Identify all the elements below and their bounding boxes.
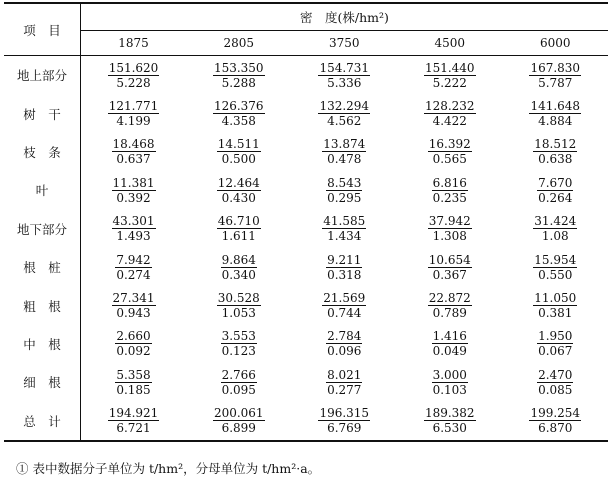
fraction-value	[213, 406, 265, 435]
row-label: 根 桩	[4, 248, 81, 286]
table-cell	[397, 94, 503, 132]
denominator: 5.228	[116, 75, 151, 90]
biomass-table	[4, 2, 608, 442]
denominator: 0.500	[221, 152, 256, 167]
numerator: 2.470	[538, 367, 573, 382]
denominator: 0.478	[327, 152, 362, 167]
denominator: 0.096	[327, 344, 362, 359]
row-label: 地上部分	[4, 56, 81, 95]
table-row	[4, 56, 608, 95]
fraction-value	[213, 61, 265, 90]
denominator: 4.199	[116, 114, 151, 129]
fraction-value	[326, 329, 362, 358]
table-cell	[397, 248, 503, 286]
numerator: 22.872	[428, 291, 471, 306]
denominator: 0.235	[432, 190, 467, 205]
numerator: 153.350	[213, 60, 264, 75]
denominator: 0.789	[432, 306, 467, 321]
numerator: 151.620	[108, 60, 159, 75]
table-cell	[186, 286, 292, 324]
header-row-columns	[4, 31, 608, 56]
fraction-value	[108, 99, 160, 128]
fraction-value	[115, 253, 151, 282]
fraction-value	[533, 214, 577, 243]
numerator: 2.784	[327, 329, 362, 344]
table-cell	[503, 210, 609, 248]
table-row	[4, 210, 608, 248]
denominator: 0.565	[432, 152, 467, 167]
fraction-value	[112, 214, 156, 243]
denominator: 5.222	[432, 75, 467, 90]
fraction-value	[108, 61, 160, 90]
denominator: 5.288	[221, 75, 256, 90]
denominator: 4.358	[221, 114, 256, 129]
denominator: 6.721	[116, 421, 151, 436]
column-header: 6000	[503, 31, 609, 56]
denominator: 0.744	[327, 306, 362, 321]
numerator: 7.670	[538, 175, 573, 190]
denominator: 0.295	[327, 190, 362, 205]
denominator: 0.067	[538, 344, 573, 359]
numerator: 8.021	[327, 367, 362, 382]
numerator: 27.341	[112, 291, 155, 306]
table-cell	[503, 94, 609, 132]
numerator: 37.942	[428, 214, 471, 229]
fraction-value	[322, 137, 366, 166]
numerator: 1.950	[538, 329, 573, 344]
table-cell	[503, 171, 609, 209]
table-cell	[81, 248, 187, 286]
header-density: 密 度(株/hm²)	[81, 3, 609, 31]
row-label: 总 计	[4, 402, 81, 441]
fraction-value	[112, 176, 156, 205]
table-cell	[81, 210, 187, 248]
table-cell	[503, 248, 609, 286]
table-row	[4, 248, 608, 286]
fraction-value	[432, 329, 468, 358]
table-cell	[397, 56, 503, 95]
denominator: 0.277	[327, 382, 362, 397]
document-page	[4, 2, 608, 476]
table-cell	[503, 363, 609, 401]
numerator: 6.816	[432, 175, 467, 190]
table-body	[4, 3, 608, 441]
denominator: 1.308	[432, 229, 467, 244]
fraction-value	[108, 406, 160, 435]
fraction-value	[428, 253, 472, 282]
denominator: 4.422	[432, 114, 467, 129]
fraction-value	[537, 368, 573, 397]
denominator: 6.870	[538, 421, 573, 436]
fraction-value	[318, 406, 370, 435]
table-cell	[186, 210, 292, 248]
fraction-value	[428, 137, 472, 166]
table-cell	[186, 56, 292, 95]
denominator: 5.787	[538, 75, 573, 90]
fraction-value	[322, 214, 366, 243]
fraction-value	[529, 99, 581, 128]
numerator: 1.416	[432, 329, 467, 344]
numerator: 9.211	[327, 252, 362, 267]
row-label: 中 根	[4, 325, 81, 363]
table-row	[4, 171, 608, 209]
fraction-value	[318, 99, 370, 128]
table-cell	[397, 210, 503, 248]
numerator: 2.660	[116, 329, 151, 344]
table-cell	[186, 363, 292, 401]
numerator: 10.654	[428, 252, 471, 267]
fraction-value	[221, 253, 257, 282]
fraction-value	[537, 176, 573, 205]
table-cell	[292, 133, 398, 171]
denominator: 0.264	[538, 190, 573, 205]
table-cell	[81, 94, 187, 132]
numerator: 167.830	[530, 60, 581, 75]
table-cell	[81, 171, 187, 209]
fraction-value	[221, 368, 257, 397]
numerator: 18.512	[534, 137, 577, 152]
table-cell	[397, 363, 503, 401]
numerator: 30.528	[217, 291, 260, 306]
numerator: 2.766	[221, 367, 256, 382]
table-cell	[292, 363, 398, 401]
table-cell	[81, 402, 187, 441]
table-cell	[503, 56, 609, 95]
denominator: 4.562	[327, 114, 362, 129]
denominator: 6.899	[221, 421, 256, 436]
row-label: 地下部分	[4, 210, 81, 248]
table-cell	[292, 325, 398, 363]
fraction-value	[217, 137, 261, 166]
fraction-value	[529, 406, 581, 435]
table-cell	[503, 133, 609, 171]
denominator: 0.430	[221, 190, 256, 205]
row-label: 粗 根	[4, 286, 81, 324]
fraction-value	[115, 329, 151, 358]
denominator: 1.08	[541, 229, 569, 244]
row-label: 枝 条	[4, 133, 81, 171]
table-cell	[186, 325, 292, 363]
numerator: 12.464	[217, 175, 260, 190]
fraction-value	[326, 253, 362, 282]
numerator: 31.424	[534, 214, 577, 229]
numerator: 18.468	[112, 137, 155, 152]
footnote: ① 表中数据分子单位为 t/hm²，分母单位为 t/hm²·a。	[16, 461, 321, 476]
numerator: 21.569	[323, 291, 366, 306]
table-row	[4, 286, 608, 324]
numerator: 200.061	[213, 406, 264, 421]
table-cell	[503, 325, 609, 363]
table-cell	[292, 171, 398, 209]
denominator: 0.185	[116, 382, 151, 397]
denominator: 5.336	[327, 75, 362, 90]
table-row	[4, 363, 608, 401]
denominator: 0.092	[116, 344, 151, 359]
table-cell	[397, 325, 503, 363]
denominator: 0.637	[116, 152, 151, 167]
fraction-value	[217, 176, 261, 205]
denominator: 0.381	[538, 306, 573, 321]
table-cell	[186, 402, 292, 441]
numerator: 43.301	[112, 214, 155, 229]
table-cell	[186, 133, 292, 171]
column-header: 2805	[186, 31, 292, 56]
fraction-value	[533, 137, 577, 166]
table-cell	[397, 133, 503, 171]
numerator: 9.864	[221, 252, 256, 267]
numerator: 196.315	[319, 406, 370, 421]
numerator: 3.553	[221, 329, 256, 344]
numerator: 14.511	[217, 137, 260, 152]
numerator: 41.585	[323, 214, 366, 229]
numerator: 151.440	[424, 60, 475, 75]
fraction-value	[533, 291, 577, 320]
table-cell	[292, 56, 398, 95]
fraction-value	[424, 406, 476, 435]
table-cell	[292, 94, 398, 132]
row-label: 树 干	[4, 94, 81, 132]
denominator: 0.103	[432, 382, 467, 397]
fraction-value	[318, 61, 370, 90]
fraction-value	[221, 329, 257, 358]
fraction-value	[428, 291, 472, 320]
fraction-value	[432, 368, 468, 397]
numerator: 3.000	[432, 367, 467, 382]
table-cell	[81, 56, 187, 95]
fraction-value	[213, 99, 265, 128]
numerator: 11.381	[112, 175, 155, 190]
fraction-value	[537, 329, 573, 358]
column-header: 3750	[292, 31, 398, 56]
table-row	[4, 402, 608, 441]
denominator: 6.530	[432, 421, 467, 436]
numerator: 7.942	[116, 252, 151, 267]
denominator: 6.769	[327, 421, 362, 436]
table-cell	[186, 94, 292, 132]
fraction-value	[432, 176, 468, 205]
table-cell	[397, 402, 503, 441]
numerator: 13.874	[323, 137, 366, 152]
denominator: 0.367	[432, 267, 467, 282]
table-cell	[397, 171, 503, 209]
fraction-value	[424, 99, 476, 128]
denominator: 0.943	[116, 306, 151, 321]
fraction-value	[533, 253, 577, 282]
numerator: 8.543	[327, 175, 362, 190]
row-label: 叶	[4, 171, 81, 209]
fraction-value	[326, 176, 362, 205]
header-row-density	[4, 3, 608, 31]
fraction-value	[529, 61, 581, 90]
table-cell	[81, 286, 187, 324]
fraction-value	[322, 291, 366, 320]
numerator: 121.771	[108, 99, 159, 114]
fraction-value	[217, 214, 261, 243]
table-cell	[292, 248, 398, 286]
denominator: 0.123	[221, 344, 256, 359]
table-cell	[81, 363, 187, 401]
table-cell	[503, 286, 609, 324]
numerator: 11.050	[534, 291, 577, 306]
numerator: 189.382	[424, 406, 475, 421]
column-header: 4500	[397, 31, 503, 56]
denominator: 0.318	[327, 267, 362, 282]
table-cell	[292, 402, 398, 441]
numerator: 16.392	[428, 137, 471, 152]
table-cell	[81, 325, 187, 363]
table-row	[4, 133, 608, 171]
numerator: 141.648	[530, 99, 581, 114]
numerator: 126.376	[213, 99, 264, 114]
column-header: 1875	[81, 31, 187, 56]
table-cell	[81, 133, 187, 171]
numerator: 194.921	[108, 406, 159, 421]
fraction-value	[428, 214, 472, 243]
numerator: 5.358	[116, 367, 151, 382]
table-row	[4, 325, 608, 363]
header-item: 项 目	[4, 3, 81, 56]
denominator: 1.053	[221, 306, 256, 321]
denominator: 0.638	[538, 152, 573, 167]
fraction-value	[424, 61, 476, 90]
denominator: 1.493	[116, 229, 151, 244]
numerator: 46.710	[217, 214, 260, 229]
numerator: 128.232	[424, 99, 475, 114]
denominator: 4.884	[538, 114, 573, 129]
denominator: 1.611	[221, 229, 256, 244]
denominator: 0.085	[538, 382, 573, 397]
fraction-value	[326, 368, 362, 397]
numerator: 15.954	[534, 252, 577, 267]
table-cell	[503, 402, 609, 441]
numerator: 132.294	[319, 99, 370, 114]
table-cell	[292, 210, 398, 248]
denominator: 0.095	[221, 382, 256, 397]
table-cell	[292, 286, 398, 324]
denominator: 1.434	[327, 229, 362, 244]
denominator: 0.550	[538, 267, 573, 282]
fraction-value	[112, 137, 156, 166]
denominator: 0.274	[116, 267, 151, 282]
numerator: 199.254	[530, 406, 581, 421]
numerator: 154.731	[319, 60, 370, 75]
table-cell	[397, 286, 503, 324]
fraction-value	[115, 368, 151, 397]
denominator: 0.049	[432, 344, 467, 359]
denominator: 0.340	[221, 267, 256, 282]
fraction-value	[112, 291, 156, 320]
denominator: 0.392	[116, 190, 151, 205]
table-row	[4, 94, 608, 132]
row-label: 细 根	[4, 363, 81, 401]
table-cell	[186, 171, 292, 209]
table-cell	[186, 248, 292, 286]
fraction-value	[217, 291, 261, 320]
